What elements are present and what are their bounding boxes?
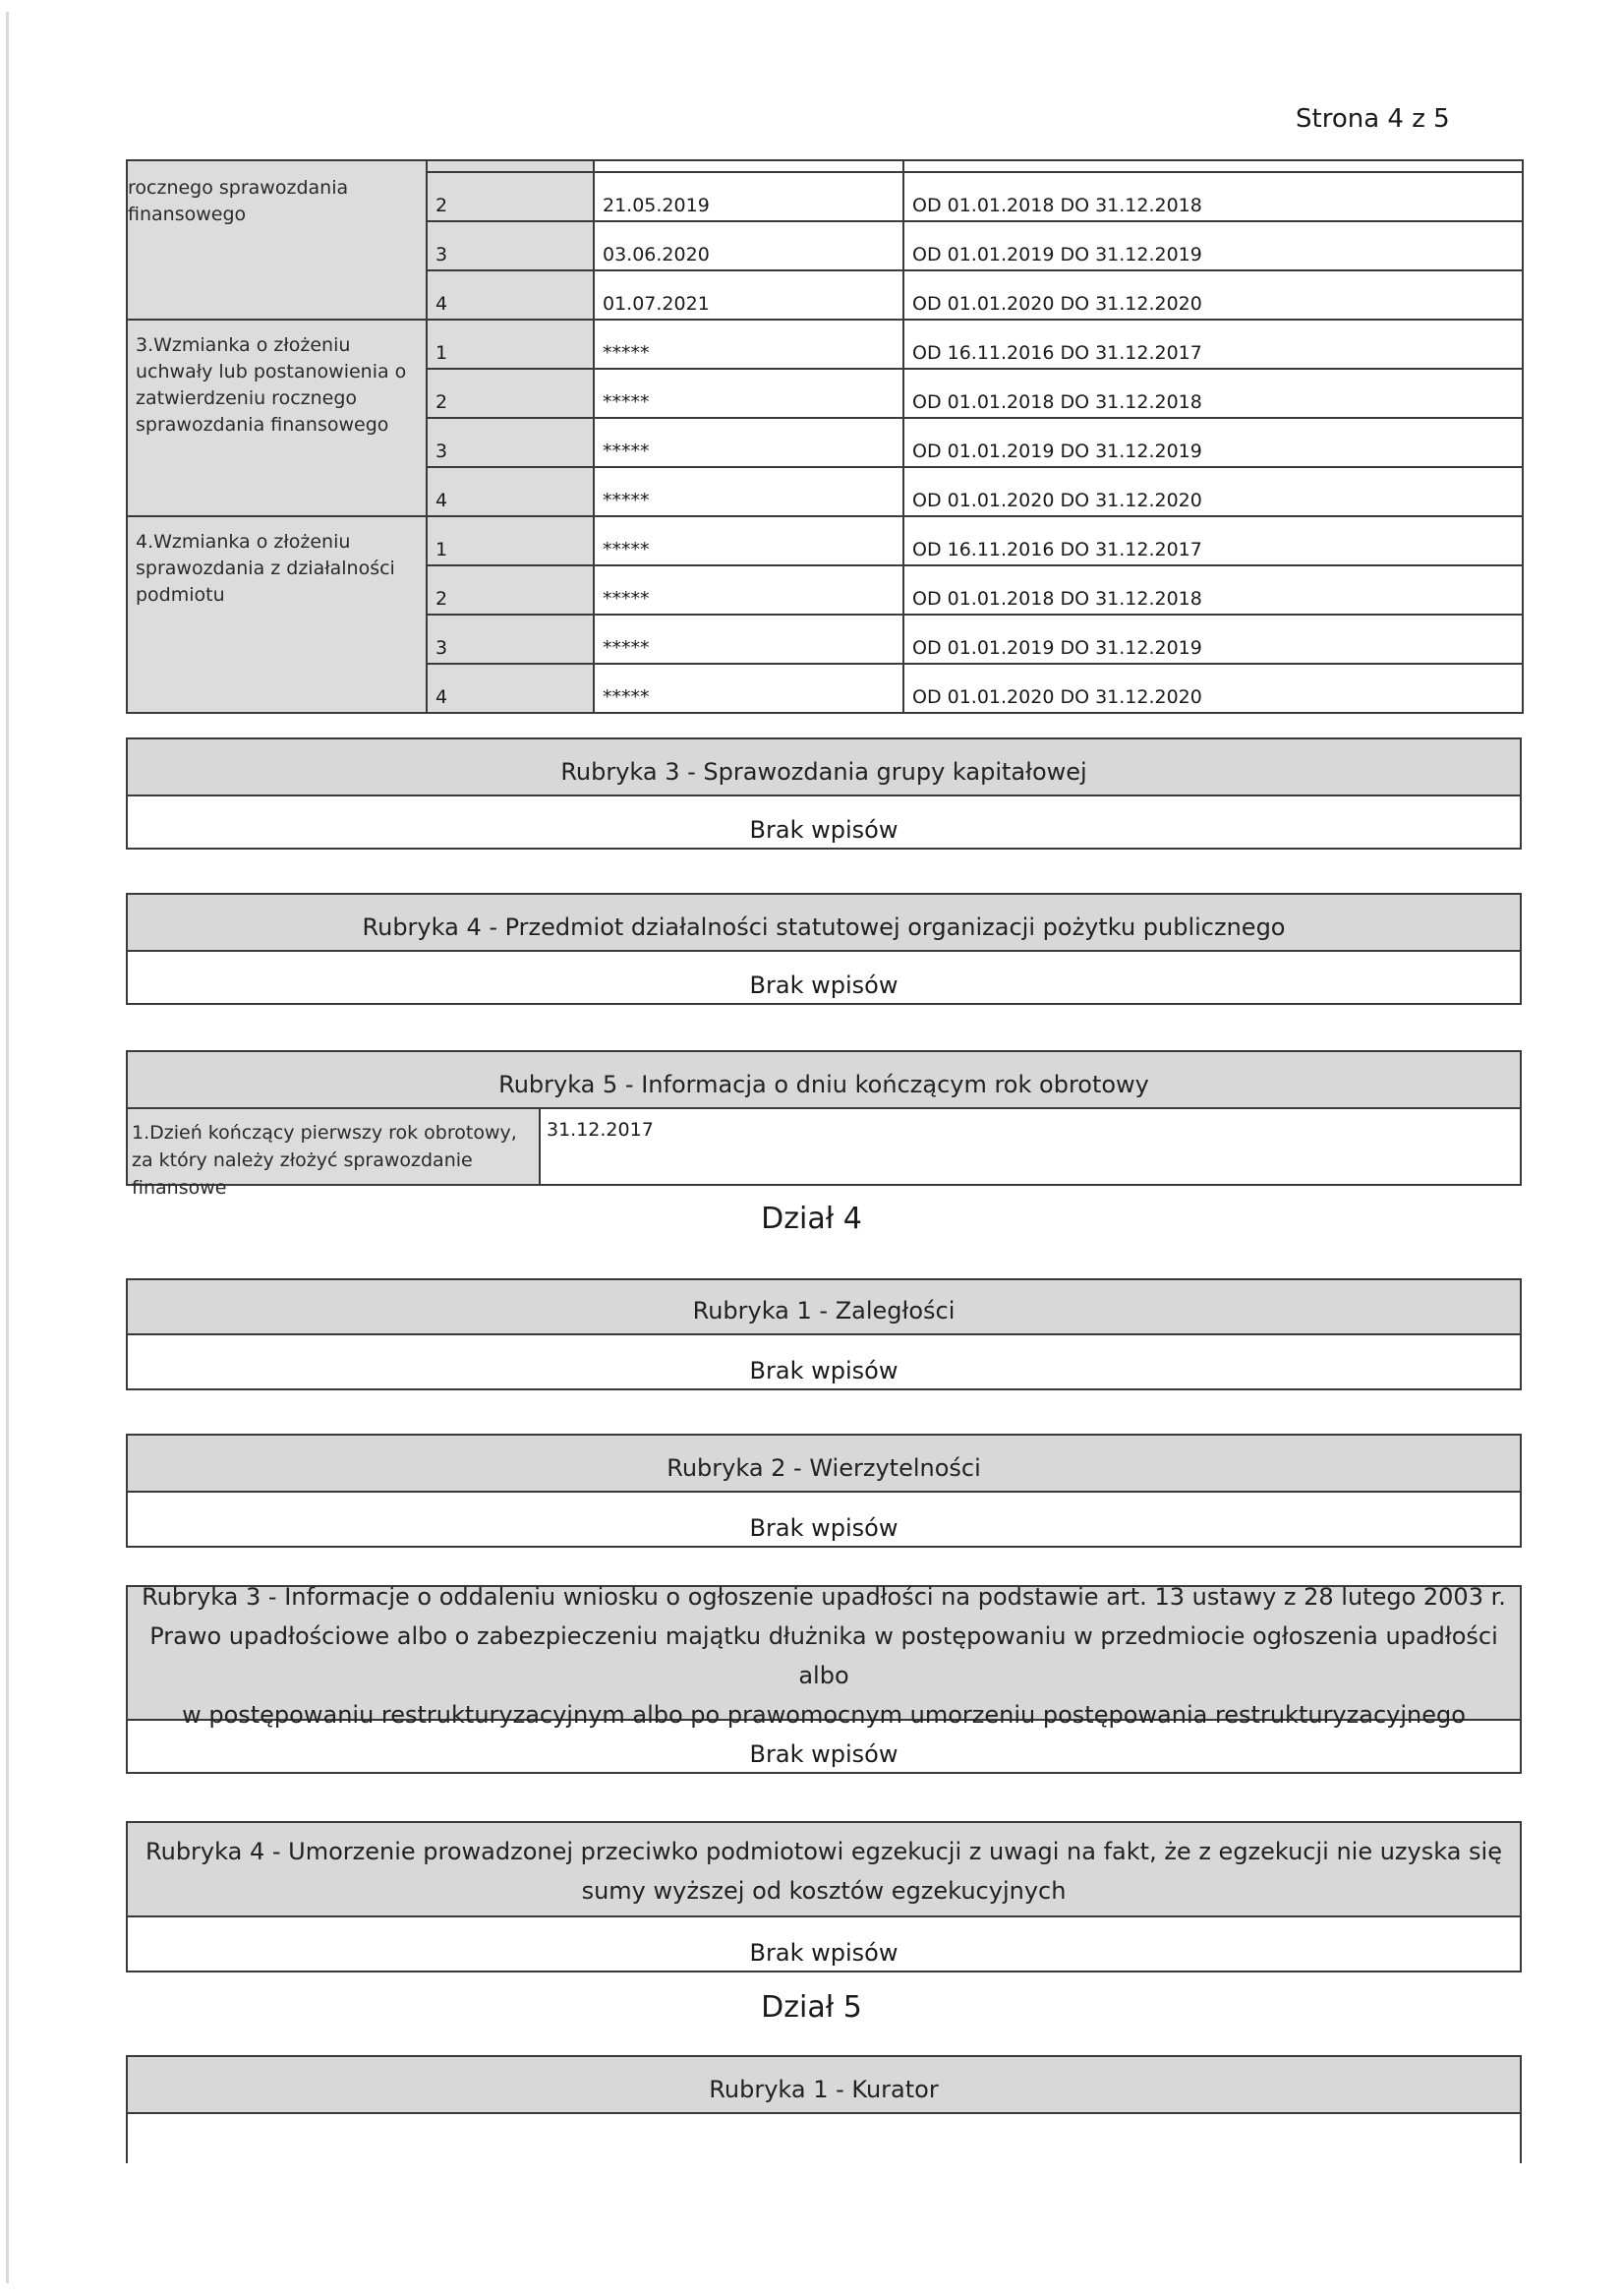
group-label: 3.Wzmianka o złożeniu uchwały lub postanowienia o zatwierdzeniu rocznego sprawozdania finansowego (127, 320, 427, 516)
row-number: 2 (427, 172, 594, 221)
section-title: Rubryka 3 - Sprawozdania grupy kapitałowej (128, 739, 1520, 796)
row-period: OD 01.01.2018 DO 31.12.2018 (903, 565, 1523, 615)
section-rubryka-1-kurator (126, 2055, 1522, 2163)
section-rubryka-3-upadlosc (126, 1585, 1522, 1774)
section-title (128, 1583, 1520, 1729)
section-empty-note: Brak wpisów (128, 1335, 1520, 1388)
section-title: Rubryka 2 - Wierzytelności (128, 1436, 1520, 1493)
row-period: OD 01.01.2019 DO 31.12.2019 (903, 615, 1523, 664)
section-rubryka-4-przedmiot-dzialalnosci (126, 893, 1522, 1005)
section-empty-note: Brak wpisów (128, 952, 1520, 1003)
section-title (128, 1823, 1520, 1917)
section-title-line: w postępowaniu restrukturyzacyjnym albo po prawomocnym umorzeniu postępowania restrukturyzacyjnego (182, 1701, 1466, 1729)
row-date: ***** (594, 664, 903, 713)
row-date: 01.07.2021 (594, 270, 903, 320)
filings-table (126, 159, 1524, 714)
row-period: OD 01.01.2019 DO 31.12.2019 (903, 221, 1523, 270)
dzial-4-heading: Dział 4 (761, 1202, 862, 1236)
field-value: 31.12.2017 (547, 1119, 654, 1141)
row-period: OD 01.01.2020 DO 31.12.2020 (903, 467, 1523, 516)
row-date: ***** (594, 565, 903, 615)
section-empty-note: Brak wpisów (128, 1493, 1520, 1546)
row-number: 3 (427, 615, 594, 664)
row-number: 2 (427, 369, 594, 418)
section-title-line: Prawo upadłościowe albo o zabezpieczeniu majątku dłużnika w postępowaniu w przedmiocie ogłoszenia upadłości albo (149, 1622, 1498, 1689)
section-empty-note: Brak wpisów (128, 1721, 1520, 1772)
group-label: 4.Wzmianka o złożeniu sprawozdania z działalności podmiotu (127, 516, 427, 713)
row-period: OD 16.11.2016 DO 31.12.2017 (903, 320, 1523, 369)
field-row (128, 1109, 1520, 1199)
row-date: 21.05.2019 (594, 172, 903, 221)
table-row-stub (127, 160, 1523, 172)
row-date: 03.06.2020 (594, 221, 903, 270)
section-empty-note: Brak wpisów (128, 1917, 1520, 1971)
row-period: OD 01.01.2018 DO 31.12.2018 (903, 172, 1523, 221)
section-title-line: Rubryka 3 - Informacje o oddaleniu wniosku o ogłoszenie upadłości na podstawie art. 13 ustawy z 28 lutego 2003 r. (142, 1583, 1506, 1611)
dzial-5-heading: Dział 5 (761, 1990, 862, 2025)
row-period: OD 01.01.2020 DO 31.12.2020 (903, 270, 1523, 320)
section-title: Rubryka 1 - Zaległości (128, 1280, 1520, 1335)
section-rubryka-4-umorzenie-egzekucji (126, 1821, 1522, 1972)
row-number: 3 (427, 221, 594, 270)
page-number: Strona 4 z 5 (1296, 104, 1450, 134)
section-title: Rubryka 5 - Informacja o dniu kończącym rok obrotowy (128, 1052, 1520, 1109)
row-period: OD 01.01.2019 DO 31.12.2019 (903, 418, 1523, 467)
row-number: 4 (427, 664, 594, 713)
row-date: ***** (594, 467, 903, 516)
section-title: Rubryka 1 - Kurator (128, 2057, 1520, 2114)
row-date: ***** (594, 320, 903, 369)
section-empty-note: Brak wpisów (128, 796, 1520, 848)
group-label: rocznego sprawozdania finansowego (127, 160, 427, 320)
row-number: 1 (427, 320, 594, 369)
section-rubryka-2-wierzytelnosci (126, 1434, 1522, 1548)
section-rubryka-1-zaleglosci (126, 1278, 1522, 1390)
row-date: ***** (594, 516, 903, 565)
table-row (127, 320, 1523, 369)
row-date: ***** (594, 615, 903, 664)
row-period: OD 01.01.2018 DO 31.12.2018 (903, 369, 1523, 418)
row-period: OD 16.11.2016 DO 31.12.2017 (903, 516, 1523, 565)
field-label: 1.Dzień kończący pierwszy rok obrotowy, za który należy złożyć sprawozdanie finansowe (128, 1109, 541, 1184)
table-row (127, 516, 1523, 565)
row-date: ***** (594, 369, 903, 418)
row-period: OD 01.01.2020 DO 31.12.2020 (903, 664, 1523, 713)
section-rubryka-3-sprawozdania-grupy (126, 737, 1522, 850)
section-title-line: sumy wyższej od kosztów egzekucyjnych (581, 1877, 1067, 1905)
scan-edge (6, 12, 9, 2283)
row-number: 2 (427, 565, 594, 615)
section-title-line: Rubryka 4 - Umorzenie prowadzonej przeciwko podmiotowi egzekucji z uwagi na fakt, że z egzekucji nie uzyska się (145, 1838, 1502, 1865)
row-number: 4 (427, 270, 594, 320)
row-date: ***** (594, 418, 903, 467)
row-number: 3 (427, 418, 594, 467)
row-number: 1 (427, 516, 594, 565)
section-title: Rubryka 4 - Przedmiot działalności statutowej organizacji pożytku publicznego (128, 895, 1520, 952)
row-number: 4 (427, 467, 594, 516)
section-rubryka-5-rok-obrotowy (126, 1050, 1522, 1199)
